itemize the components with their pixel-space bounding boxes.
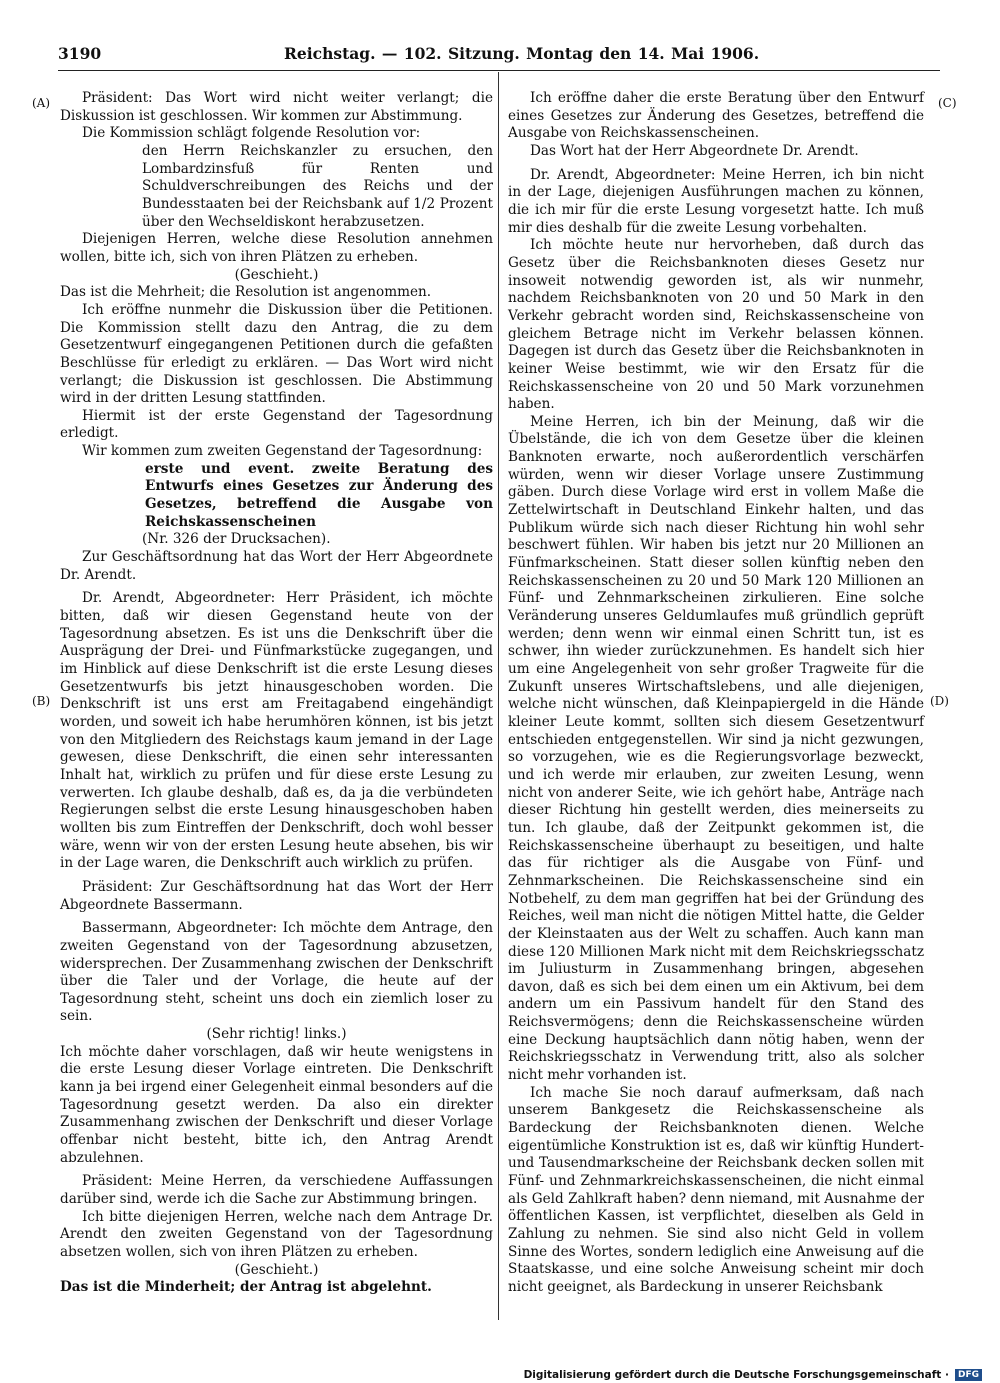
speech-arendt: Dr. Arendt, Abgeordneter: Meine Herren, ich bin nicht in der Lage, diejenigen Ausführungen machen zu können, die ich mir für die erste Lesung vorgesetzt hatte. Ich muß mir dies deshalb für die zweite Lesung vorbehalten.	[508, 166, 924, 236]
speech-president: Präsident: Meine Herren, da verschiedene Auffassungen darüber sind, werde ich die Sache zur Abstimmung bringen.	[60, 1173, 493, 1208]
column-divider	[498, 72, 499, 1320]
paragraph: Zur Geschäftsordnung hat das Wort der Herr Abgeordnete Dr. Arendt.	[60, 549, 493, 583]
paragraph: Ich eröffne daher die erste Beratung über den Entwurf eines Gesetzes zur Änderung des Gesetzes, betreffend die Ausgabe von Reichskassenscheinen.	[508, 90, 924, 142]
page-header	[58, 44, 938, 66]
margin-marker-c: (C)	[938, 96, 957, 110]
stage-direction: (Geschieht.)	[234, 266, 319, 283]
agenda-item-title: erste und event. zweite Beratung des Entwurfs eines Gesetzes zur Änderung des Gesetzes, betreffend die Ausgabe von Reichskassenscheinen	[145, 460, 493, 530]
page-number: 3190	[58, 44, 102, 63]
margin-marker-a: (A)	[32, 96, 51, 110]
paragraph: Wir kommen zum zweiten Gegenstand der Tagesordnung:	[82, 443, 483, 460]
paragraph: Das Wort hat der Herr Abgeordnete Dr. Arendt.	[530, 142, 859, 159]
paragraph: Ich eröffne nunmehr die Diskussion über die Petitionen. Die Kommission stellt dazu den Antrag, die zu dem Gesetzentwurf eingegangenen Petitionen durch die gefaßten Beschlüsse für erledigt zu erklären. — Das Wort wird nicht verlangt; die Diskussion ist geschlossen. Die Abstimmung wird in der dritten Lesung stattfinden.	[60, 301, 493, 407]
paragraph: Ich möchte daher vorschlagen, daß wir heute wenigstens in die erste Lesung dieser Vorlage eintreten. Die Denkschrift kann ja bei irgend einer Gelegenheit einmal besonders auf die Tagesordnung gesetzt werden. Da also ein direkter Zusammenhang zwischen der Denkschrift und dieser Vorlage offenbar nicht besteht, bitte ich, den Antrag Arendt abzulehnen.	[60, 1043, 493, 1166]
paragraph: Die Kommission schlägt folgende Resolution vor:	[82, 125, 421, 142]
paragraph: Ich möchte heute nur hervorheben, daß durch das Gesetz über die Reichsbanknoten dieses Gesetz nur insoweit notwendig geworden ist, als wir nunmehr, nachdem Reichsbanknoten von 20 und 50 Mark in den Verkehr gebracht worden sind, Reichskassenscheine von gleichem Betrage nicht im Verkehr belassen können. Dagegen ist durch das Gesetz über die Reichsbanknoten in keiner Weise bestimmt, wie wir den Ersatz für die Reichskassenscheine von 20 und 50 Mark vorzunehmen haben.	[508, 237, 924, 413]
footer-text: Digitalisierung gefördert durch die Deutsche Forschungsgemeinschaft ·	[523, 1369, 949, 1381]
right-column	[508, 90, 924, 1297]
speech-arendt: Dr. Arendt, Abgeordneter: Herr Präsident, ich möchte bitten, daß wir diesen Gegenstand heute von der Tagesordnung absetzen. Es ist uns die Denkschrift über die Ausprägung der Drei- und Fünfmarkstücke zugegangen, und im Hinblick auf diese Denkschrift ist die erste Lesung dieses Gesetzentwurfs bis jetzt hinausgeschoben worden. Die Denkschrift ist uns erst am Freitagabend eingehändigt worden, und soweit ich habe herumhören können, ist bis jetzt von den Mitgliedern des Reichstags kaum jemand in der Lage gewesen, diese Denkschrift, die einen sehr interessanten Inhalt hat, wirklich zu prüfen und für diese erste Lesung zu verwerten. Ich glaube deshalb, daß es, da ja die verbündeten Regierungen selbst die erste Lesung hinausgeschoben haben wollten bis zum Eintreffen der Denkschrift, doch wohl besser wäre, wenn wir von der ersten Lesung heute absehen, bis wir in der Lage waren, die Denkschrift auch wirklich zu prüfen.	[60, 590, 493, 872]
stage-direction: (Geschieht.)	[234, 1261, 319, 1278]
running-title: Reichstag. — 102. Sitzung. Montag den 14. Mai 1906.	[284, 44, 760, 63]
footer	[524, 1369, 982, 1381]
speech-bassermann: Bassermann, Abgeordneter: Ich möchte dem Antrage, den zweiten Gegenstand von der Tagesordnung abzusetzen, widersprechen. Der Zusammenhang zwischen der Denkschrift über die Taler und der Vorlage, die heute auf der Tagesordnung steht, scheint uns doch ein ziemlich loser zu sein.	[60, 920, 493, 1025]
resolution-text: den Herrn Reichskanzler zu ersuchen, den Lombardzinsfuß für Renten und Schuldverschreibungen des Reichs und der Bundesstaaten bei der Reichsbank auf 1/2 Prozent über den Wechseldiskont herabzusetzen.	[142, 142, 493, 230]
margin-marker-d: (D)	[930, 694, 949, 708]
stage-direction: (Sehr richtig! links.)	[206, 1026, 347, 1043]
dfg-logo: DFG	[955, 1369, 982, 1381]
agenda-item-reference: (Nr. 326 der Drucksachen).	[142, 531, 331, 548]
margin-marker-b: (B)	[32, 694, 51, 708]
paragraph: Diejenigen Herren, welche diese Resolution annehmen wollen, bitte ich, sich von ihren Plätzen zu erheben.	[60, 231, 493, 265]
left-column	[60, 90, 493, 1297]
paragraph: Das ist die Minderheit; der Antrag ist abgelehnt.	[60, 1279, 432, 1296]
paragraph: Präsident: Das Wort wird nicht weiter verlangt; die Diskussion ist geschlossen. Wir kommen zur Abstimmung.	[60, 90, 493, 124]
paragraph: Meine Herren, ich bin der Meinung, daß wir die Übelstände, die ich von dem Gesetze über die kleinen Banknoten erwarte, noch außerordentlich verschärfen würden, wenn wir dieser Vorlage unsere Zustimmung gäben. Durch diese Vorlage wird erst in vollem Maße die Zettelwirtschaft in Deutschland Einkehr halten, und das Publikum würde sich nach dieser Richtung hin wohl sehr beschwert fühlen. Wir haben bis jetzt nur 20 Millionen an Fünfmarkscheinen. Statt dieser sollen künftig neben den Reichskassenscheinen zu 20 und 50 Mark 120 Millionen an Fünf- und Zehnmarkscheinen zirkulieren. Eine solche Veränderung unseres Geldumlaufes muß gründlich geprüft werden; denn wenn wir einmal einen Schritt tun, ist es schwer, ihn wieder zurückzunehmen. Es handelt sich hier um eine Angelegenheit von sehr großer Tragweite für die Zukunft unseres Wirtschaftslebens, und alle diejenigen, welche nicht wünschen, daß Kleinpapiergeld in die Hände kleiner Leute kommt, sollten sich diesem Gesetzentwurf entschieden entgegenstellen. Wir sind ja nicht gezwungen, so vorzugehen, wie es die Regierungsvorlage bezweckt, und ich werde mir erlauben, zur zweiten Lesung, wenn nicht von anderer Seite, wie ich gehört habe, Anträge nach dieser Richtung hin gestellt werden, dies meinerseits zu tun. Ich glaube, daß der Zeitpunkt gekommen ist, die Reichskassenscheine überhaupt zu beseitigen, und halte das für richtiger als die Ausgabe von Fünf- und Zehnmarkscheinen. Die Reichskassenscheine sind ein Notbehelf, zu dem man gegriffen hat bei der Gründung des Reiches, weil man nicht die nötigen Mittel hatte, die Gelder der Kleinstaaten aus der Welt zu schaffen. Auch kann man diese 120 Millionen Mark nicht mit dem Reichskriegsschatz im Juliusturm in Zusammenhang bringen, abgesehen davon, daß es sich bei dem einen um ein Aktivum, bei dem andern um ein Passivum handelt für den Stand des Reichsvermögens; denn die Reichskassenscheine würden eine Deckung hauptsächlich dann nötig haben, wenn der Reichskriegsschatz in Verwendung tritt, also als solcher nicht mehr vorhanden ist.	[508, 413, 924, 1084]
header-rule	[58, 70, 940, 71]
speech-president: Präsident: Zur Geschäftsordnung hat das Wort der Herr Abgeordnete Bassermann.	[60, 878, 493, 913]
paragraph: Ich mache Sie noch darauf aufmerksam, daß nach unserem Bankgesetz die Reichskassenscheine als Bardeckung der Reichsbanknoten dienen. Welche eigentümliche Konstruktion ist es, daß wir künftig Hundert- und Tausendmarkscheine der Reichsbank decken sollen mit Fünf- und Zehnmarkreichskassenscheinen, die nicht einmal als Geld Zahlkraft haben? denn niemand, mit Ausnahme der öffentlichen Kassen, ist verpflichtet, dieselben als Geld in Zahlung zu nehmen. Sie sind also nicht Geld in vollem Sinne des Wortes, sondern lediglich eine Anweisung auf die Staatskasse, und eine solche Anweisung scheint mir doch nicht geeignet, als Bardeckung in unserer Reichsbank	[508, 1084, 924, 1295]
paragraph: Das ist die Mehrheit; die Resolution ist angenommen.	[60, 284, 432, 301]
paragraph: Ich bitte diejenigen Herren, welche nach dem Antrage Dr. Arendt den zweiten Gegenstand von der Tagesordnung absetzen wollen, sich von ihren Plätzen zu erheben.	[60, 1208, 493, 1260]
paragraph: Hiermit ist der erste Gegenstand der Tagesordnung erledigt.	[60, 407, 493, 442]
